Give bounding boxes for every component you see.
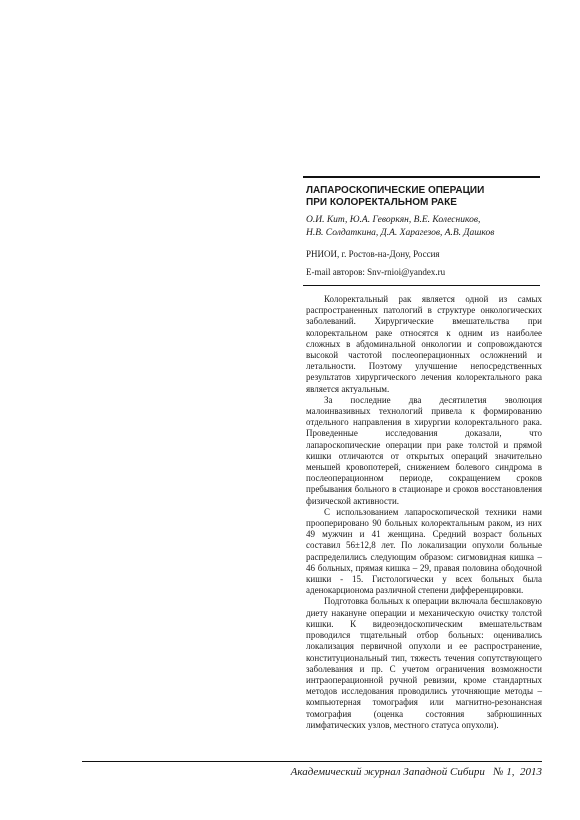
body-paragraph-2: За последние два десятилетия эволюция малоинвазивных технологий привела к формированию отдельного направления в хирургии колоректального рака. Проведенные исследования доказали, что лапароскопические операции при раке толстой и прямой кишки отличаются от открытых операций значительно меньшей кровопотерей, снижением болевого синдрома в послеоперационном периоде, сокращением сроков пребывания больного в стационаре и сроков восстановления физической активности.: [306, 394, 542, 506]
authors: [306, 214, 542, 240]
header-divider: [303, 285, 540, 286]
title-line-2: ПРИ КОЛОРЕКТАЛЬНОМ РАКЕ: [306, 197, 457, 208]
journal-year: 2013: [520, 766, 542, 778]
journal-issue: № 1,: [493, 766, 515, 778]
title-line-1: ЛАПАРОСКОПИЧЕСКИЕ ОПЕРАЦИИ: [306, 185, 485, 196]
journal-footer: [82, 766, 542, 779]
title-rule: [303, 176, 540, 178]
authors-line-1: О.И. Кит, Ю.А. Геворкян, В.Е. Колесников,: [306, 215, 481, 225]
author-email: E-mail авторов: Snv-rnioi@yandex.ru: [306, 267, 446, 277]
article-title: [306, 185, 542, 209]
body-paragraph-1: Колоректальный рак является одной из самых распространенных патологий в структуре онкологических заболеваний. Хирургические вмешательства при колоректальном раке относятся к одним из наиболее сложных в абдоминальной онкологии и сопровождаются высокой частотой послеоперационных осложнений и летальности. Поэтому улучшение непосредственных результатов хирургического лечения колоректального рака является актуальным.: [306, 294, 542, 394]
footer-rule: [82, 761, 542, 762]
affiliation: РНИОИ, г. Ростов-на-Дону, Россия: [306, 249, 440, 259]
body-paragraph-4: Подготовка больных к операции включала бесшлаковую диету накануне операции и механическую очистку толстой кишки. К видеоэндоскопическим вмешательствам проводился тщательный отбор больных: оценивались локализация первичной опухоли и ее распространение, конституциональный тип, тяжесть течения сопутствующего заболевания и пр. С учетом ограничения возможности интраоперационной ручной ревизии, кроме стандартных методов исследования проводились уточняющие методы – компьютерная томография или магнитно-резонансная томография (оценка состояния забрюшинных лимфатических узлов, местного статуса опухоли).: [306, 596, 542, 730]
journal-name: Академический журнал Западной Сибири: [290, 766, 485, 778]
article-body: [306, 294, 542, 731]
authors-line-2: Н.В. Солдаткина, Д.А. Харагезов, А.В. Дашков: [306, 228, 495, 238]
body-paragraph-3: С использованием лапароскопической техники нами прооперировано 90 больных колоректальным раком, из них 49 мужчин и 41 женщина. Средний возраст больных составил 56±12,8 лет. По локализации опухоли больные распределились следующим образом: сигмовидная кишка – 46 больных, прямая кишка – 29, правая половина ободочной кишки - 15. Гистологически у всех больных была аденокарционома различной степени дифференцировки.: [306, 506, 542, 596]
